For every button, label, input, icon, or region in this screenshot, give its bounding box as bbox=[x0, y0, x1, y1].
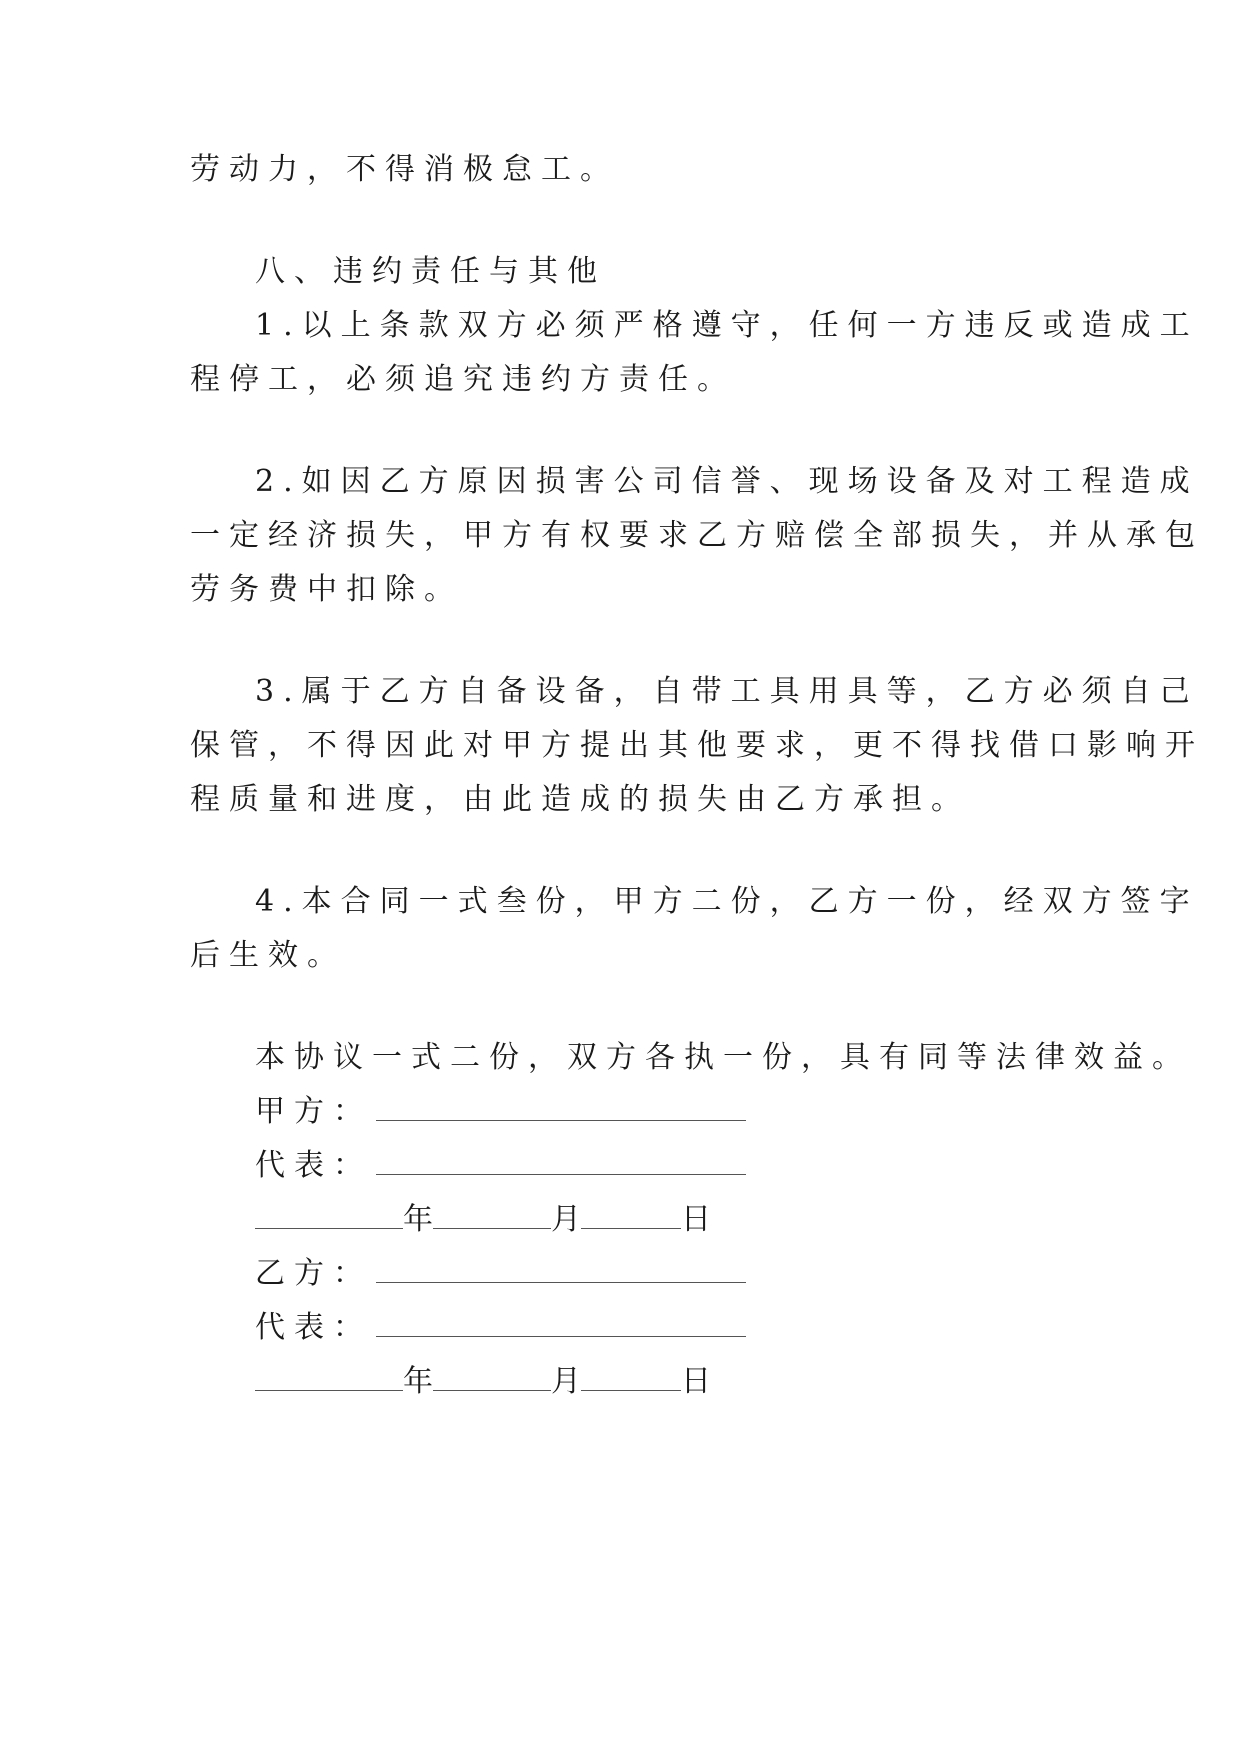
party-a-rep-label: 代表： bbox=[255, 1148, 372, 1183]
month-label: 月 bbox=[551, 1364, 581, 1399]
party-a-blank[interactable] bbox=[376, 1094, 746, 1121]
party-b-label: 乙方： bbox=[255, 1256, 372, 1291]
party-b-year-blank[interactable] bbox=[255, 1364, 403, 1391]
paragraph-line: 后生效。 bbox=[190, 938, 346, 973]
party-b-blank[interactable] bbox=[376, 1256, 746, 1283]
paragraph-line: 程停工，必须追究违约方责任。 bbox=[190, 362, 736, 397]
paragraph-line: 4.本合同一式叁份，甲方二份，乙方一份，经双方签字 bbox=[255, 884, 1199, 919]
party-a-date-line bbox=[255, 1200, 711, 1240]
party-a-year-blank[interactable] bbox=[255, 1202, 403, 1229]
party-b-date-line bbox=[255, 1362, 711, 1402]
day-label: 日 bbox=[681, 1202, 711, 1237]
year-label: 年 bbox=[403, 1202, 433, 1237]
paragraph-line: 保管，不得因此对甲方提出其他要求，更不得找借口影响开 bbox=[190, 728, 1204, 763]
paragraph-line: 1.以上条款双方必须严格遵守，任何一方违反或造成工 bbox=[255, 308, 1199, 343]
party-a-rep-line bbox=[255, 1146, 746, 1186]
party-a-month-blank[interactable] bbox=[433, 1202, 551, 1229]
paragraph-line: 劳动力，不得消极怠工。 bbox=[190, 152, 619, 187]
party-a-label: 甲方： bbox=[255, 1094, 372, 1129]
party-b-day-blank[interactable] bbox=[581, 1364, 681, 1391]
party-b-rep-line bbox=[255, 1308, 746, 1348]
day-label: 日 bbox=[681, 1364, 711, 1399]
agreement-statement: 本协议一式二份，双方各执一份，具有同等法律效益。 bbox=[255, 1040, 1191, 1075]
month-label: 月 bbox=[551, 1202, 581, 1237]
party-b-rep-blank[interactable] bbox=[376, 1310, 746, 1337]
party-a-line bbox=[255, 1092, 746, 1132]
section-heading: 八、违约责任与其他 bbox=[255, 254, 606, 289]
party-b-rep-label: 代表： bbox=[255, 1310, 372, 1345]
party-b-line bbox=[255, 1254, 746, 1294]
party-a-rep-blank[interactable] bbox=[376, 1148, 746, 1175]
year-label: 年 bbox=[403, 1364, 433, 1399]
paragraph-line: 劳务费中扣除。 bbox=[190, 572, 463, 607]
party-a-day-blank[interactable] bbox=[581, 1202, 681, 1229]
paragraph-line: 程质量和进度，由此造成的损失由乙方承担。 bbox=[190, 782, 970, 817]
paragraph-line: 2.如因乙方原因损害公司信誉、现场设备及对工程造成 bbox=[255, 464, 1199, 499]
paragraph-line: 一定经济损失，甲方有权要求乙方赔偿全部损失，并从承包 bbox=[190, 518, 1204, 553]
party-b-month-blank[interactable] bbox=[433, 1364, 551, 1391]
paragraph-line: 3.属于乙方自备设备，自带工具用具等，乙方必须自己 bbox=[255, 674, 1199, 709]
